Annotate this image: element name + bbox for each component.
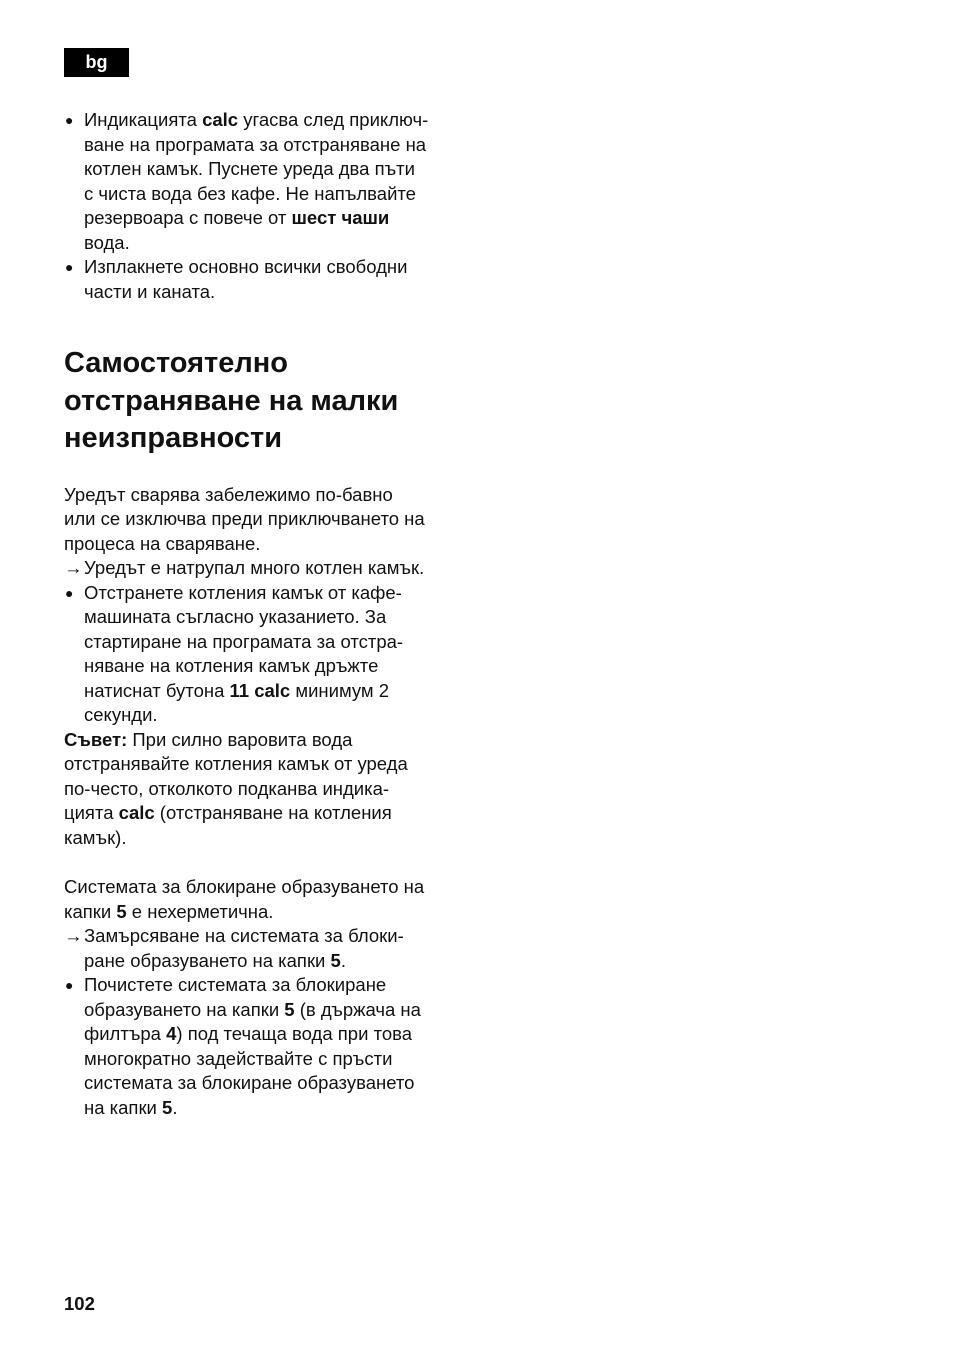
cause-drip-stop-dirty: → Замърсяване на системата за блоки- ране образуването на капки 5.: [64, 925, 404, 971]
content-column: [64, 108, 474, 1120]
arrow-icon: →: [64, 557, 83, 578]
bullet-icon: ●: [65, 584, 74, 601]
bullet-icon: ●: [65, 977, 74, 993]
language-tag: bg: [64, 48, 129, 77]
problem-drip-stop: Системата за блокиране образуването на капки 5 е нехерметична.: [64, 876, 425, 922]
section-heading: Самостоятелно отстраняване на малки неизправности: [64, 347, 399, 454]
page-number: 102: [64, 1293, 95, 1314]
tip-paragraph: Съвет: При силно варовита вода отстранявайте котления камък от уреда по-често, отколкото подканва индика- цията calc (отстраняване на котления камък).: [64, 728, 408, 848]
bullet-icon: ●: [65, 259, 74, 275]
cause-limescale: → Уредът е натрупал много котлен камък.: [64, 556, 474, 581]
bullet-rinse-parts: ● Изплакнете основно всички свободни части и каната.: [65, 256, 408, 302]
bullet-descale: ● Отстранете котления камък от кафе- машината съгласно указанието. За стартиране на програмата за отстра- няване на котления камък дръжте натиснат бутона 11 calc минимум 2 секунди.: [65, 581, 404, 725]
bullet-icon: ●: [65, 112, 74, 128]
problem-slow-brewing: Уредът сварява забележимо по-бавно или се изключва преди приключването на процеса на сваряване.: [64, 483, 425, 554]
bullet-calc-indicator: ● Индикацията calc угасва след приключ- ване на програмата за отстраняване на котлен камък. Пуснете уреда два пъти с чиста вода без кафе. Не напълвайте резервоара с повече от шест чаши вода.: [65, 109, 429, 253]
arrow-icon: →: [64, 925, 83, 946]
bullet-clean-drip-stop: ● Почистете системата за блокиране образуването на капки 5 (в държача на филтъра 4) под течаща вода при това многократно задействайте с пръсти системата за блокиране образуването на капки 5.: [65, 974, 421, 1118]
